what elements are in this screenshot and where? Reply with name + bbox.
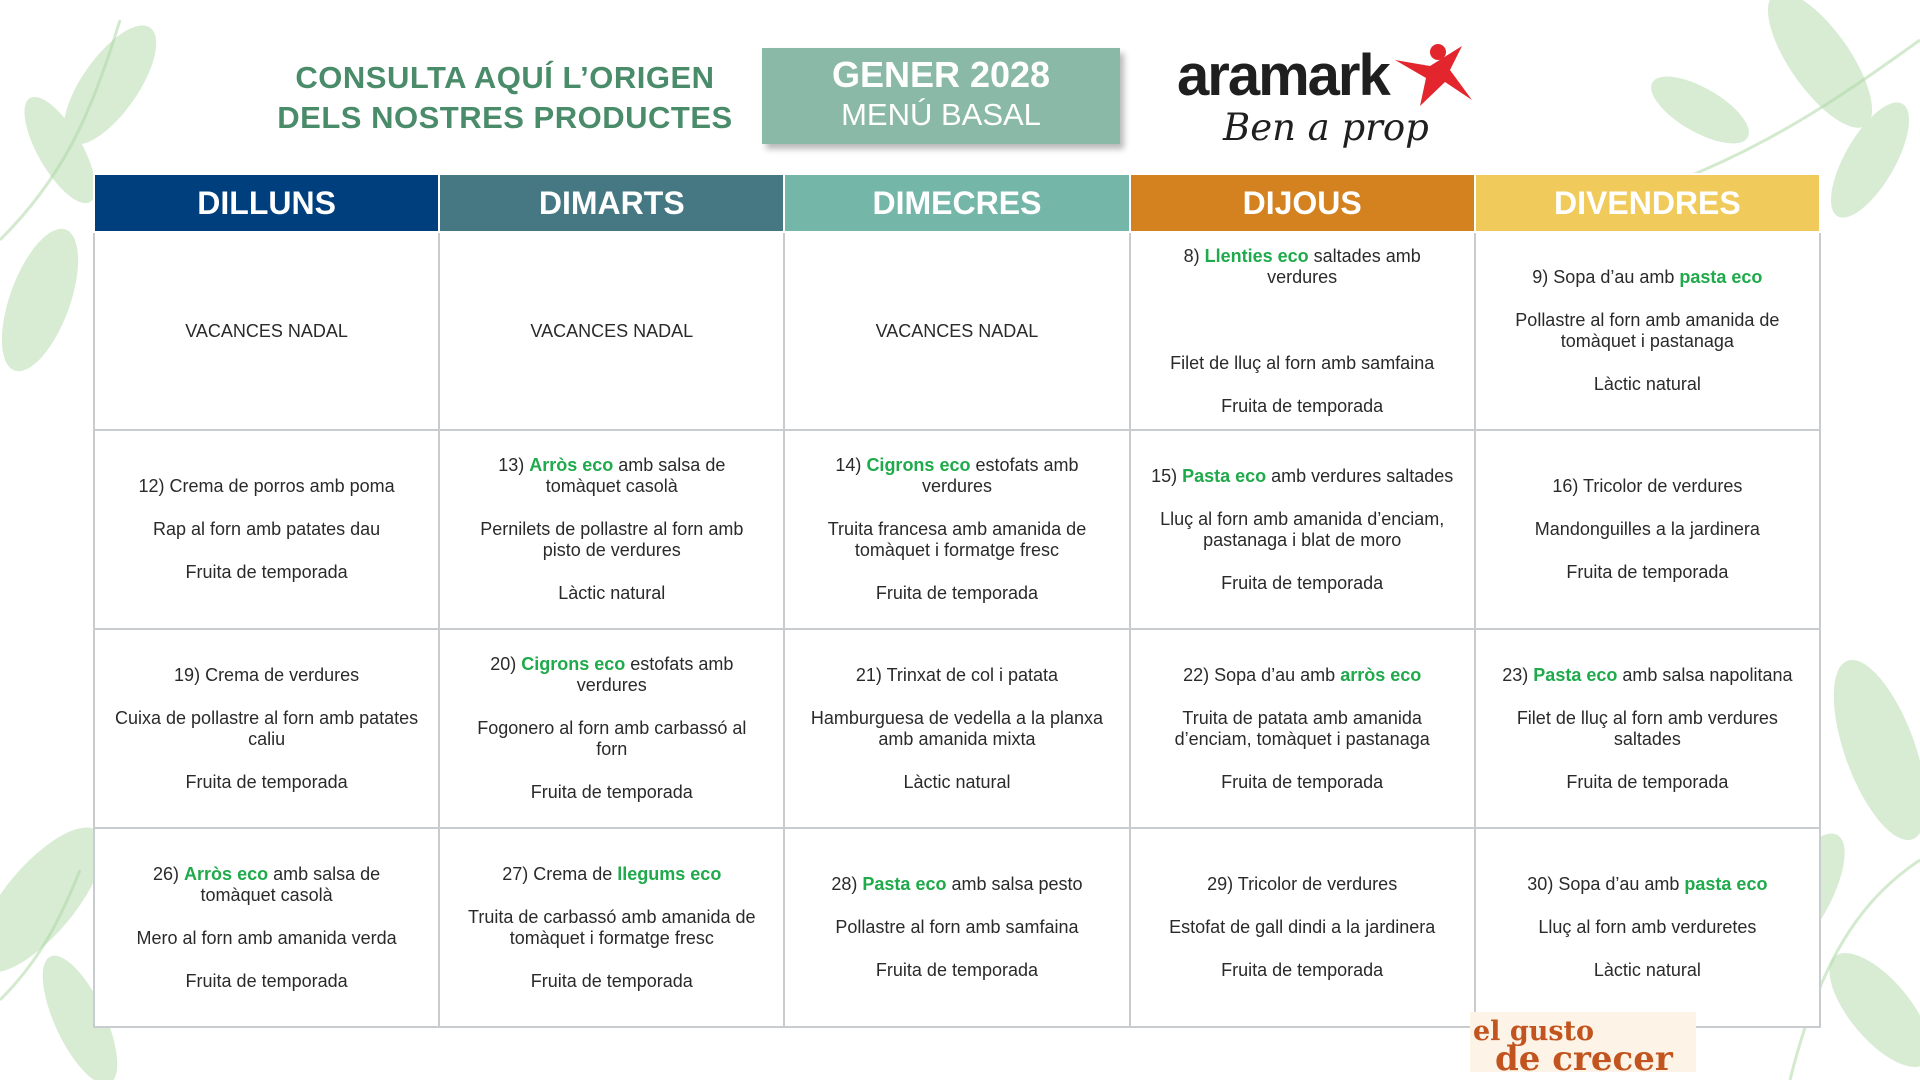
dish-text: VACANCES NADAL (530, 320, 694, 341)
day-header-monday: DILLUNS (94, 174, 439, 232)
menu-dish (460, 519, 763, 561)
star-figure-icon (1390, 40, 1480, 110)
dish-text: amb salsa napolitana (1617, 664, 1793, 685)
menu-dish (460, 654, 763, 696)
dish-text: 9) Sopa d’au amb (1532, 267, 1680, 287)
menu-type: MENÚ BASAL (841, 97, 1041, 132)
menu-dish (460, 907, 763, 949)
menu-dish (805, 455, 1108, 497)
menu-dish (115, 971, 418, 992)
menu-dish (805, 960, 1108, 981)
menu-dish (1151, 246, 1454, 288)
day-cell (1475, 629, 1820, 828)
day-cell (784, 430, 1129, 629)
menu-dish (805, 708, 1108, 750)
dish-text: Truita de carbassó amb amanida de tomàquet i formatge fresc (468, 906, 756, 948)
menu-dish (805, 321, 1108, 342)
menu-dish (115, 519, 418, 540)
dish-text: Fruita de temporada (1221, 395, 1384, 416)
menu-dish (805, 772, 1108, 793)
menu-dish (1151, 310, 1454, 331)
dish-text: 23) (1502, 664, 1534, 685)
menu-dish (115, 321, 418, 342)
eco-product-label: Pasta eco (1533, 664, 1618, 685)
day-cell (94, 430, 439, 629)
eco-product-label: Cigrons eco (866, 455, 971, 475)
dish-text: Fruita de temporada (530, 970, 693, 991)
dish-text: Truita francesa amb amanida de tomàquet i formatge fresc (827, 519, 1087, 560)
dish-text: Filet de lluç al forn amb samfaina (1170, 352, 1435, 373)
day-cell (1475, 828, 1820, 1027)
menu-dish (115, 562, 418, 583)
dish-text: estofats amb verdures (576, 654, 734, 695)
dish-text: saltades amb verdures (1267, 245, 1421, 287)
origin-line-1: CONSULTA AQUÍ L’ORIGEN (295, 60, 715, 95)
menu-dish (805, 917, 1108, 938)
menu-dish (1496, 708, 1799, 750)
dish-text: Hamburguesa de vedella a la planxa amb amanida mixta (810, 707, 1104, 749)
dish-text: 30) Sopa d’au amb (1527, 874, 1685, 894)
eco-product-label: llegums eco (617, 863, 722, 884)
menu-dish (115, 665, 418, 686)
dish-text: 22) Sopa d’au amb (1183, 664, 1341, 685)
dish-text: Fruita de temporada (875, 960, 1039, 980)
day-cell (1475, 430, 1820, 629)
dish-text: Fruita de temporada (530, 782, 693, 802)
month-title: GENER 2028 (831, 54, 1051, 95)
day-cell (784, 828, 1129, 1027)
dish-text: amb verdures saltades (1266, 465, 1454, 486)
dish-text: 20) (490, 654, 522, 674)
menu-dish (115, 708, 418, 750)
eco-product-label: Llenties eco (1204, 245, 1309, 266)
menu-dish (1151, 509, 1454, 551)
day-cell (94, 232, 439, 430)
day-cell (94, 828, 439, 1027)
dish-text: Truita de patata amb amanida d’enciam, tomàquet i pastanaga (1174, 707, 1430, 749)
menu-dish (460, 583, 763, 604)
menu-dish (1151, 772, 1454, 793)
eco-product-label: Pasta eco (1182, 465, 1267, 486)
day-cell (1475, 232, 1820, 430)
eco-product-label: pasta eco (1684, 874, 1768, 894)
day-cell (784, 232, 1129, 430)
dish-text: Lluç al forn amb verduretes (1538, 917, 1757, 937)
dish-text: estofats amb verdures (921, 455, 1079, 496)
dish-text: Mero al forn amb amanida verda (136, 927, 397, 948)
dish-text: Pernilets de pollastre al forn amb pisto de verdures (480, 519, 744, 560)
dish-text: 14) (835, 455, 867, 475)
dish-text: Pollastre al forn amb amanida de tomàquet i pastanaga (1515, 310, 1780, 351)
day-cell (1130, 828, 1475, 1027)
day-cell (439, 629, 784, 828)
day-header-tuesday: DIMARTS (439, 174, 784, 232)
dish-text: Làctic natural (903, 771, 1011, 792)
day-cell (1130, 629, 1475, 828)
dish-text: Fruita de temporada (185, 562, 348, 582)
menu-dish (1151, 466, 1454, 487)
menu-dish (1496, 267, 1799, 288)
dish-text: Estofat de gall dindi a la jardinera (1169, 917, 1436, 937)
dish-text: Lluç al forn amb amanida d’enciam, pastanaga i blat de moro (1160, 508, 1445, 550)
menu-dish (460, 782, 763, 803)
dish-text: 13) (498, 455, 530, 475)
dish-text: 8) (1183, 245, 1205, 266)
month-banner (762, 48, 1120, 144)
dish-text: Làctic natural (1593, 374, 1701, 394)
menu-dish (460, 321, 763, 342)
dish-text: Làctic natural (1593, 960, 1701, 980)
menu-dish (805, 874, 1108, 895)
day-cell (439, 828, 784, 1027)
menu-dish (1496, 562, 1799, 583)
eco-product-label: pasta eco (1679, 267, 1763, 287)
day-header-wednesday: DIMECRES (784, 174, 1129, 232)
product-origin-link[interactable] (270, 58, 740, 138)
menu-dish (115, 772, 418, 793)
dish-text: Fruita de temporada (1221, 960, 1384, 980)
brand-tagline: Ben a prop (1223, 106, 1429, 149)
eco-product-label: Arròs eco (184, 863, 269, 884)
menu-dish (805, 519, 1108, 561)
menu-table (93, 173, 1821, 1028)
menu-dish (1151, 353, 1454, 374)
menu-dish (460, 718, 763, 760)
menu-dish (1496, 476, 1799, 497)
eco-product-label: arròs eco (1340, 664, 1422, 685)
footer-logo-line-1: el gusto (1473, 1016, 1595, 1047)
eco-product-label: Cigrons eco (521, 654, 626, 674)
menu-dish (805, 583, 1108, 604)
origin-line-2: DELS NOSTRES PRODUCTES (277, 100, 733, 135)
dish-text: 19) Crema de verdures (174, 664, 360, 685)
dish-text: Fruita de temporada (1221, 771, 1384, 792)
day-cell (1130, 430, 1475, 629)
menu-dish (1151, 917, 1454, 938)
day-cell (439, 232, 784, 430)
dish-text: Fruita de temporada (1566, 562, 1729, 582)
dish-text: Fogonero al forn amb carbassó al forn (477, 718, 747, 759)
dish-text: Fruita de temporada (875, 583, 1039, 603)
week-row (94, 629, 1820, 828)
day-header-row (94, 174, 1820, 232)
dish-text: VACANCES NADAL (875, 320, 1039, 341)
day-header-thursday: DIJOUS (1130, 174, 1475, 232)
menu-dish (1151, 665, 1454, 686)
dish-text: Fruita de temporada (1566, 771, 1729, 792)
week-row (94, 430, 1820, 629)
menu-dish (1151, 396, 1454, 417)
menu-dish (460, 455, 763, 497)
el-gusto-de-crecer-logo (1470, 1012, 1696, 1079)
menu-dish (1151, 708, 1454, 750)
week-row (94, 232, 1820, 430)
menu-dish (1496, 310, 1799, 352)
menu-dish (460, 864, 763, 885)
brand-name: aramark (1177, 43, 1389, 108)
dish-text: Filet de lluç al forn amb verdures saltades (1516, 707, 1778, 749)
menu-dish (115, 476, 418, 497)
dish-text: Rap al forn amb patates dau (153, 519, 381, 539)
dish-text: amb salsa de tomàquet casolà (200, 863, 381, 905)
week-row (94, 828, 1820, 1027)
menu-dish (1151, 874, 1454, 895)
day-cell (94, 629, 439, 828)
day-cell (1130, 232, 1475, 430)
menu-dish (1496, 772, 1799, 793)
dish-text: Pollastre al forn amb samfaina (835, 917, 1079, 937)
dish-text: 26) (153, 863, 185, 884)
dish-text: VACANCES NADAL (185, 320, 348, 341)
dish-text: Fruita de temporada (185, 771, 348, 792)
dish-text: 12) Crema de porros amb poma (138, 476, 395, 496)
dish-text: 21) Trinxat de col i patata (855, 664, 1059, 685)
dish-text: 27) Crema de (502, 863, 618, 884)
menu-dish (1496, 374, 1799, 395)
day-header-friday: DIVENDRES (1475, 174, 1820, 232)
dish-text: Cuixa de pollastre al forn amb patates caliu (115, 707, 419, 749)
dish-text: 16) Tricolor de verdures (1552, 476, 1743, 496)
dish-text: Mandonguilles a la jardinera (1534, 519, 1760, 539)
menu-dish (1496, 874, 1799, 895)
dish-text: amb salsa pesto (946, 874, 1083, 894)
eco-product-label: Arròs eco (529, 455, 614, 475)
menu-dish (460, 971, 763, 992)
eco-product-label: Pasta eco (862, 874, 947, 894)
menu-dish (1496, 519, 1799, 540)
menu-dish (115, 864, 418, 906)
menu-dish (1496, 917, 1799, 938)
dish-text: 15) (1151, 465, 1183, 486)
menu-dish (1496, 960, 1799, 981)
menu-dish (1151, 960, 1454, 981)
dish-text: Làctic natural (558, 583, 666, 603)
dish-text: Fruita de temporada (185, 970, 348, 991)
menu-dish (115, 928, 418, 949)
menu-dish (805, 665, 1108, 686)
dish-text: amb salsa de tomàquet casolà (545, 455, 726, 496)
footer-logo-line-2: de crecer (1495, 1039, 1673, 1079)
menu-dish (1151, 573, 1454, 594)
dish-text: 28) (831, 874, 863, 894)
day-cell (439, 430, 784, 629)
aramark-logo (1175, 40, 1475, 170)
dish-text: 29) Tricolor de verdures (1207, 874, 1398, 894)
day-cell (784, 629, 1129, 828)
menu-dish (1496, 665, 1799, 686)
dish-text: Fruita de temporada (1221, 572, 1384, 593)
